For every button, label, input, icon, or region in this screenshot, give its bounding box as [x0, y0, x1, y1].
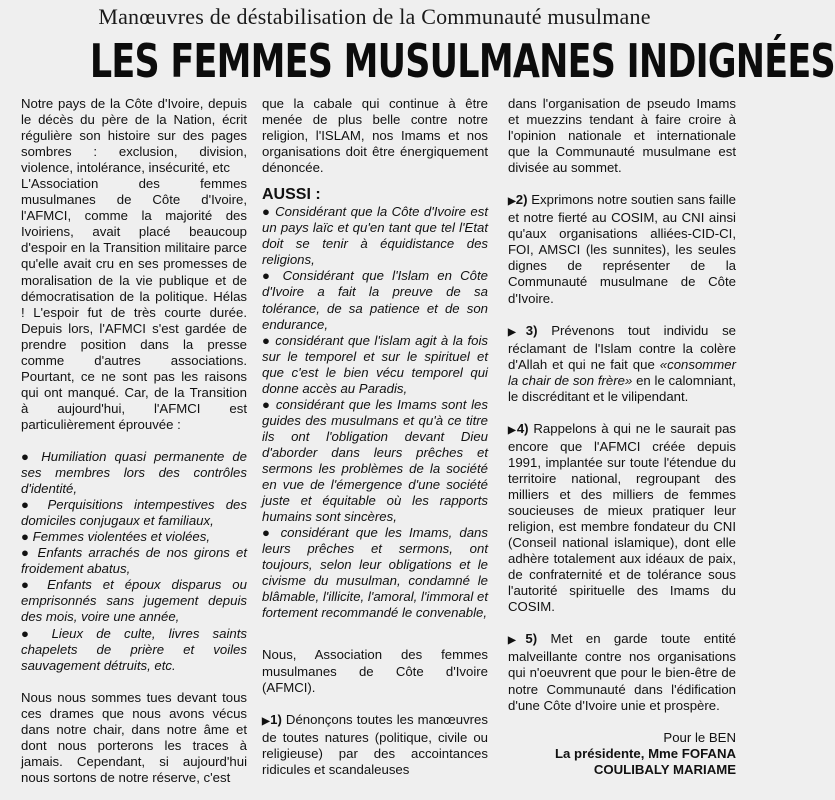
numbered-point-4 — [508, 421, 736, 616]
point-number: ▶ 5) — [508, 631, 537, 646]
point-text: Exprimons notre soutien sans faille et notre fierté au COSIM, au CNI ainsi qu'aux organisations alliées-CID-CI, FOI, AMSCI (les sunnites), les seules dignes de représenter de la Communauté musulmane de Côte d'Ivoire. — [508, 192, 736, 306]
bullet-item: ● Considérant que l'Islam en Côte d'Ivoire a fait la preuve de sa tolérance, de sa patience et de son endurance, — [262, 268, 488, 332]
quote-text: «consommer la chair de son frère» — [508, 356, 736, 388]
paragraph: Nous nous sommes tues devant tous ces drames que nous avons vécus dans notre chair, dans notre âme et dont nous porterons les traces à jamais. Cependant, si aujourd'hui nous sortons de notre réserve, c'est — [21, 689, 247, 785]
paragraph: dans l'organisation de pseudo Imams et muezzins tendant à faire croire à l'opinion nationale et internationale que la Communauté musulmane est divisée au sommet. — [508, 96, 736, 176]
point-number: ▶ 2) — [508, 192, 528, 207]
bullet-item: ● considérant que l'islam agit à la fois sur le temporel et sur le spirituel et que c'est le bien vécu temporel qui donne accès au Paradis, — [262, 333, 488, 397]
bullet-item: ● Considérant que la Côte d'Ivoire est un pays laïc et qu'en tant que tel l'Etat doit se tenir à équidistance des religions, — [262, 204, 488, 268]
bullet-item: ● Lieux de culte, livres saints chapelets de prière et voiles sauvagement détruits, etc. — [21, 626, 247, 674]
column-1 — [21, 96, 247, 786]
bullet-item: ● Enfants arrachés de nos girons et froidement abatus, — [21, 545, 247, 577]
numbered-point-3 — [508, 323, 736, 405]
headline: LES FEMMES MUSULMANES INDIGNÉES — [89, 34, 835, 88]
bullet-item: ● considérant que les Imams sont les guides des musulmans et qu'à ce titre ils ont l'obligation devant Dieu d'aborder dans leurs prêches et sermons les problèmes de la société en vue de l'émergence d'une société juste et équitable où les rapports humains sont sincères, — [262, 397, 488, 525]
bullet-item: ● considérant que les Imams, dans leurs prêches et sermons, ont toujours, selon leur obligations et le civisme du musulman, condamné le blâmable, l'illicite, l'amoral, l'immoral et fortement recommandé le convenable, — [262, 525, 488, 621]
paragraph: L'Association des femmes musulmanes de Côte d'Ivoire, l'AFMCI, comme la majorité des Ivoiriens, avait placé beaucoup d'espoir en la Transition militaire parce qu'elle avait cru en ses promesses de moralisation de la vie publique et de démocratisation de la politique. Hélas ! L'espoir fut de très courte durée. Depuis lors, l'AFMCI s'est gardée de prendre position dans la presse comme d'autres associations. Pourtant, ce ne sont pas les raisons qui ont manqué. Car, de la Transition à aujourd'hui, l'AFMCI est particulièrement éprouvée : — [21, 176, 247, 432]
kicker-title: Manœuvres de déstabilisation de la Communauté musulmane — [98, 4, 651, 29]
numbered-point-1 — [262, 712, 488, 778]
point-number: ▶ 3) — [508, 323, 537, 338]
signature-line: Pour le BEN — [663, 729, 736, 745]
signature-name: COULIBALY MARIAME — [593, 761, 736, 777]
paragraph: Notre pays de la Côte d'Ivoire, depuis le décès du père de la Nation, écrit régulière son histoire sur des pages sombres : exclusion, division, violence, intolérance, insécurité, etc — [21, 96, 247, 176]
bullet-item: ● Femmes violentées et violées, — [21, 529, 247, 545]
point-text: en le calomniant, le discréditant et le vilipendant. — [508, 372, 736, 404]
column-2 — [262, 96, 488, 778]
numbered-point-5 — [508, 631, 736, 713]
bullet-item: ● Humiliation quasi permanente de ses membres lors des contrôles d'identité, — [21, 449, 247, 497]
point-number: ▶ 1) — [262, 712, 282, 727]
point-text: Dénonçons toutes les manœuvres de toutes natures (politique, civile ou religieuse) par des accointances ridicules et scandaleuses — [262, 711, 488, 777]
paragraph: Nous, Association des femmes musulmanes de Côte d'Ivoire (AFMCI). — [262, 647, 488, 695]
point-text: Met en garde toute entité malveillante contre nos organisations qui n'oeuvrent que pour le bien-être de notre Communauté dans l'édification d'une Côte d'Ivoire unie et prospère. — [508, 631, 736, 713]
numbered-point-2 — [508, 192, 736, 306]
bullet-item: ● Enfants et époux disparus ou emprisonnés sans jugement depuis des mois, voire une année, — [21, 577, 247, 625]
paragraph: que la cabale qui continue à être menée de plus belle contre notre religion, l'ISLAM, nos Imams et nos organisations doit être énergiquement dénoncée. — [262, 96, 488, 176]
section-heading-aussi: AUSSI : — [262, 186, 321, 204]
signature-president: La présidente, Mme FOFANA — [555, 745, 736, 761]
point-number: ▶ 4) — [508, 421, 529, 436]
point-text: Rappelons à qui ne le saurait pas encore que l'AFMCI créée depuis 1991, implantée sur toute l'étendue du territoire national, regroupant des milliers et des milliers de femmes soucieuses de mieux pratiquer leur religion, est membre fondateur du CNI (Conseil national islamique), dont elle adhère totalement aux idéaux de paix, de confraternité et de tolérance sous l'autorité spirituelle des Imams du COSIM. — [508, 420, 736, 615]
point-text: Prévenons tout individu se réclamant de l'Islam contre la colère d'Allah et qui ne fait que — [508, 322, 736, 372]
bullet-item: ● Perquisitions intempestives des domiciles conjugaux et familiaux, — [21, 497, 247, 529]
column-3 — [508, 96, 736, 778]
